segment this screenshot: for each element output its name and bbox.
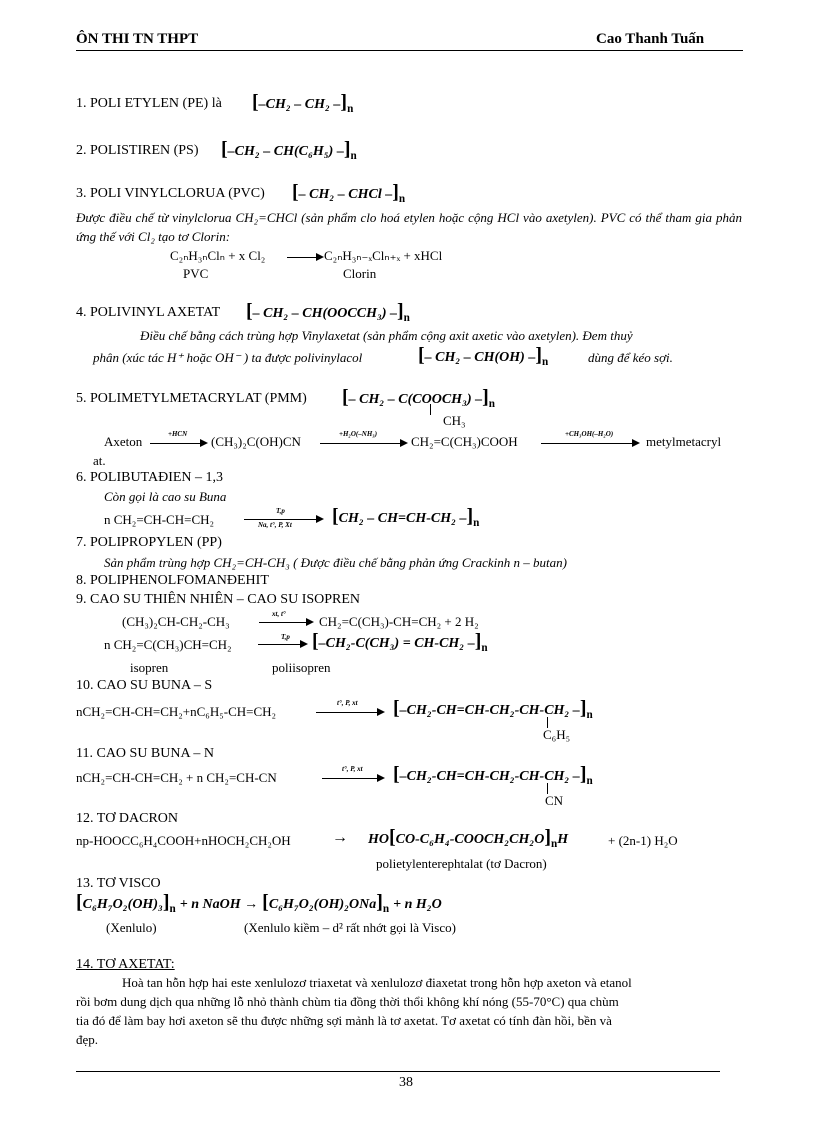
item-14-p2: rồi bơm dung dịch qua những lỗ nhỏ thành chùm tia đồng thời thổi không khí nóng (55-70°C) qua chùm [76, 994, 619, 1009]
item-5-branch: CH₃ [443, 413, 466, 428]
item-11-eq-left: nCH₂=CH-CH=CH₂ + n CH₂=CH-CN [76, 770, 277, 785]
item-13-name-right: (Xenlulo kiềm – d² rất nhớt gọi là Visco) [244, 920, 456, 935]
item-9-name-left: isopren [130, 660, 169, 675]
item-11-label: 11. CAO SU BUNA – N [76, 746, 214, 761]
item-4-formula: [– CH₂ – CH(OOCCH₃) $-]_n$ [246, 300, 410, 325]
item-6-label: 6. POLIBUTAĐIEN – 1,3 [76, 470, 224, 485]
item-9-eq2-left: n CH₂=C(CH₃)CH=CH₂ [104, 637, 232, 652]
item-5-c3: +CH₃OH(–H₂O) [565, 430, 614, 438]
item-10-eq-left: nCH₂=CH-CH=CH₂+nC₆H₅-CH=CH₂ [76, 704, 277, 719]
item-1-label: 1. POLI ETYLEN (PE) là [76, 96, 222, 111]
item-11-arrow [322, 778, 382, 779]
item-3-eq-left: C₂ₙH₃ₙClₙ + x Cl₂ [170, 248, 266, 263]
item-9-eq1-cond: xt, t° [272, 610, 286, 618]
item-4-desc-b: phân (xúc tác H⁺ hoặc OH⁻ ) ta được polivinylacol [93, 350, 363, 365]
header-rule [76, 50, 743, 51]
item-5-s1: Axeton [104, 434, 143, 449]
item-9-label: 9. CAO SU THIÊN NHIÊN – CAO SU ISOPREN [76, 592, 361, 607]
item-10-formula: [–CH₂-CH=CH-CH₂-CH-CH₂ $-]_n$ [393, 697, 593, 722]
item-12-product: polietylenterephtalat (tơ Dacron) [376, 856, 547, 871]
item-13-name-left: (Xenlulo) [106, 920, 157, 935]
item-5-arrow-2 [320, 443, 405, 444]
item-5-s3: CH₂=C(CH₃)COOH [411, 434, 518, 449]
item-11-formula: [–CH₂-CH=CH-CH₂-CH-CH₂ $-]_n$ [393, 763, 593, 788]
item-12-formula: $HO[CO-C_6H_4-COOCH_2CH_2O]_nH$ [368, 826, 569, 851]
item-9-arrow-2 [258, 644, 305, 645]
item-1-formula: [–CH₂ – CH₂ $-]_n$ [252, 91, 354, 116]
footer-rule [76, 1071, 720, 1072]
item-5-s4: metylmetacryl [646, 434, 722, 449]
item-6-cond-bot: Na, t°, P, Xt [258, 521, 292, 529]
item-10-label: 10. CAO SU BUNA – S [76, 678, 213, 693]
item-5-arrow-1 [150, 443, 205, 444]
item-10-arrow [316, 712, 382, 713]
item-5-label: 5. POLIMETYLMETACRYLAT (PMM) [76, 391, 307, 406]
item-3-under-right: Clorin [343, 266, 377, 281]
item-14-label: 14. TƠ AXETAT: [76, 957, 175, 972]
item-12-arrow: → [332, 829, 348, 846]
item-11-cond: t°, P, xt [342, 765, 363, 773]
item-6-cond-top: T,p [276, 507, 285, 515]
item-4-desc-a: Điều chế bằng cách trùng hợp Vinylaxetat (sản phẩm cộng axit axetic vào axetylen). Đem thuỷ [140, 328, 633, 343]
item-13-equation: $[C_6H_7O_2(OH)_3]_n + n$ NaOH → $[C_6H_7O_2(OH)_2ONa]_n + n$ H₂O [76, 891, 442, 916]
item-5-c2: +H₂O(–NH₃) [339, 430, 378, 438]
item-5-s4b: at. [93, 453, 106, 468]
item-9-eq2-cond: T,p [281, 633, 290, 641]
item-5-c1: +HCN [168, 430, 188, 438]
item-14-p4: đẹp. [76, 1032, 99, 1047]
item-14-p3: tia đó để làm bay hơi axeton sẽ thu được những sợi mảnh là tơ axetat. Tơ axetat có tính đàn hồi, bền và [76, 1013, 612, 1028]
item-9-eq1-left: (CH₃)₂CH-CH₂-CH₃ [122, 614, 230, 629]
item-5-branch-bond [430, 404, 431, 415]
item-8-label: 8. POLIPHENOLFOMANĐEHIT [76, 573, 269, 588]
item-9-eq1-right: CH₂=C(CH₃)-CH=CH₂ + 2 H₂ [319, 614, 479, 629]
item-3-formula: [– CH₂ – CHCl $-]_n$ [292, 181, 406, 206]
item-10-cond: t°, P, xt [337, 699, 358, 707]
item-3-arrow [287, 257, 321, 258]
item-14-p1: Hoà tan hỗn hợp hai este xenlulozơ triaxetat và xenlulozơ điaxetat trong hỗn hợp axeton và etanol [122, 975, 632, 990]
item-5-formula: [– CH₂ – C(COOCH₃) $-]_n$ [342, 386, 496, 411]
page-number: 38 [399, 1075, 413, 1090]
item-6-desc: Còn gọi là cao su Buna [104, 489, 227, 504]
item-6-arrow [244, 519, 321, 520]
item-7-label: 7. POLIPROPYLEN (PP) [76, 535, 222, 550]
item-6-eq-left: n CH₂=CH-CH=CH₂ [104, 512, 215, 527]
header-left: ÔN THI TN THPT [76, 31, 199, 47]
item-9-name-right: poliisopren [272, 660, 331, 675]
item-13-label: 13. TƠ VISCO [76, 876, 161, 891]
item-3-label: 3. POLI VINYLCLORUA (PVC) [76, 186, 265, 201]
item-3-desc: Được điều chế từ vinylclorua CH₂=CHCl (sản phẩm clo hoá etylen hoặc cộng HCl vào axetylen). PVC có thể tham gia phản ứng thế với Cl₂ tạo tơ Clorin: [76, 210, 742, 244]
header-right: Cao Thanh Tuấn [596, 31, 705, 47]
item-12-water: + (2n-1) H₂O [608, 833, 678, 848]
item-2-formula: [–CH₂ – CH(C₆H₅) $-]_n$ [221, 138, 357, 163]
item-10-branch: C₆H₅ [543, 727, 571, 742]
item-12-label: 12. TƠ DACRON [76, 811, 179, 826]
item-5-s2: (CH₃)₂C(OH)CN [211, 434, 301, 449]
item-6-formula: [CH₂ – CH=CH-CH₂ $-]_n$ [332, 505, 480, 530]
item-4-formula-2: [– CH₂ – CH(OH) $-]_n$ [418, 344, 549, 369]
item-9-formula: [–CH₂-C(CH₃) = CH-CH₂ $-]_n$ [312, 630, 488, 655]
item-12-eq-left: np-HOOCC₆H₄COOH+nHOCH₂CH₂OH [76, 833, 291, 848]
item-4-desc-c: dùng để kéo sợi. [588, 350, 673, 365]
item-11-branch: CN [545, 793, 564, 808]
item-3-eq-right: C₂ₙH₃ₙ₋ₓClₙ₊ₓ + xHCl [324, 248, 443, 263]
item-5-arrow-3 [541, 443, 637, 444]
item-9-arrow-1 [259, 622, 311, 623]
item-4-label: 4. POLIVINYL AXETAT [76, 305, 221, 320]
item-2-label: 2. POLISTIREN (PS) [76, 143, 199, 158]
item-7-desc: Sản phẩm trùng hợp CH₂=CH-CH₃ ( Được điều chế bằng phản ứng Crackinh n – butan) [104, 555, 567, 570]
item-3-under-left: PVC [183, 266, 209, 281]
